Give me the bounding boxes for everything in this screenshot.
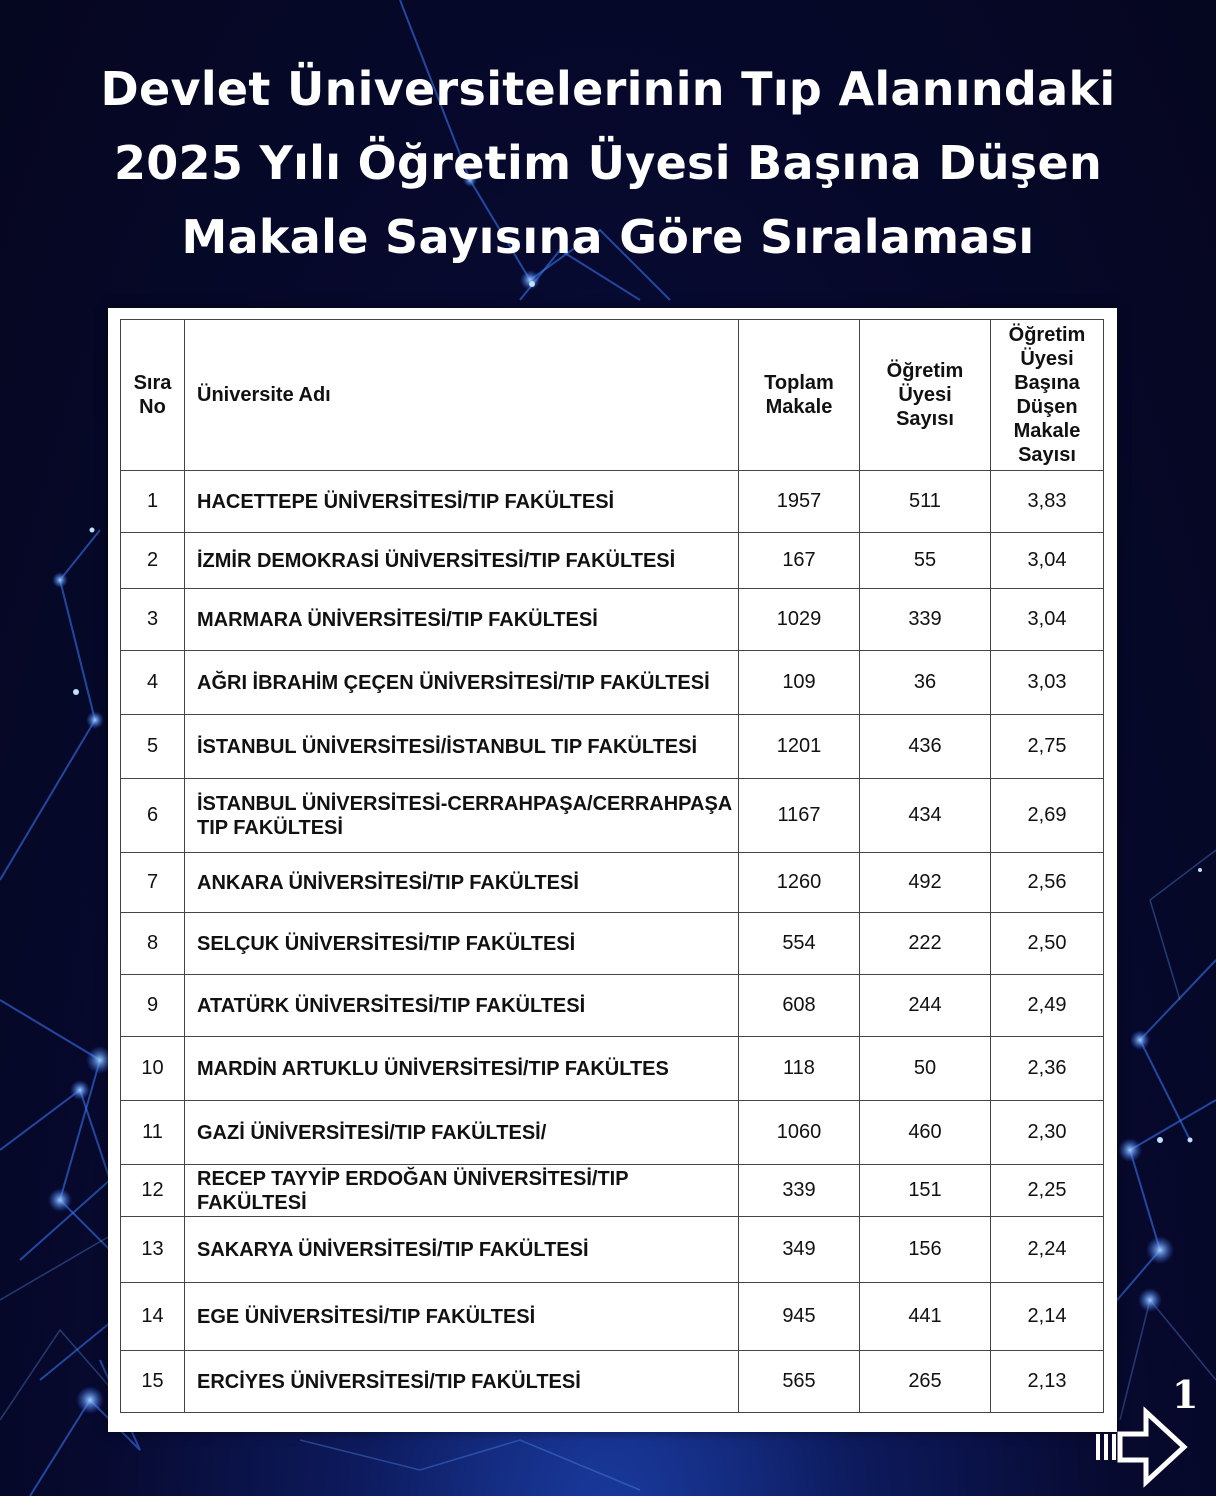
articles-per-faculty-cell: 2,69 xyxy=(991,779,1104,853)
header-rank: Sıra No xyxy=(121,320,185,471)
total-articles-cell: 1060 xyxy=(739,1101,860,1165)
articles-per-faculty-cell: 2,13 xyxy=(991,1351,1104,1413)
faculty-count-cell: 151 xyxy=(860,1165,991,1217)
title-line-3: Makale Sayısına Göre Sıralaması xyxy=(181,210,1035,264)
rank-cell: 11 xyxy=(121,1101,185,1165)
total-articles-cell: 1201 xyxy=(739,715,860,779)
header-total: Toplam Makale xyxy=(739,320,860,471)
header-university: Üniversite Adı xyxy=(185,320,739,471)
table-header-row xyxy=(121,320,1104,471)
university-name-cell: İZMİR DEMOKRASİ ÜNİVERSİTESİ/TIP FAKÜLTESİ xyxy=(185,533,739,589)
table-row xyxy=(121,471,1104,533)
ranking-card xyxy=(108,308,1117,1432)
faculty-count-cell: 36 xyxy=(860,651,991,715)
title-line-1: Devlet Üniversitelerinin Tıp Alanındaki xyxy=(100,62,1116,116)
header-per-faculty: Öğretim Üyesi Başına Düşen Makale Sayısı xyxy=(991,320,1104,471)
rank-cell: 14 xyxy=(121,1283,185,1351)
university-name-cell: SAKARYA ÜNİVERSİTESİ/TIP FAKÜLTESİ xyxy=(185,1217,739,1283)
articles-per-faculty-cell: 2,75 xyxy=(991,715,1104,779)
page-title xyxy=(0,52,1216,274)
total-articles-cell: 608 xyxy=(739,975,860,1037)
university-name-cell: RECEP TAYYİP ERDOĞAN ÜNİVERSİTESİ/TIP FAKÜLTESİ xyxy=(185,1165,739,1217)
articles-per-faculty-cell: 2,56 xyxy=(991,853,1104,913)
university-name-cell: MARMARA ÜNİVERSİTESİ/TIP FAKÜLTESİ xyxy=(185,589,739,651)
articles-per-faculty-cell: 3,04 xyxy=(991,589,1104,651)
university-name-cell: ERCİYES ÜNİVERSİTESİ/TIP FAKÜLTESİ xyxy=(185,1351,739,1413)
total-articles-cell: 118 xyxy=(739,1037,860,1101)
articles-per-faculty-cell: 3,03 xyxy=(991,651,1104,715)
table-row xyxy=(121,715,1104,779)
faculty-count-cell: 222 xyxy=(860,913,991,975)
table-row xyxy=(121,1165,1104,1217)
total-articles-cell: 339 xyxy=(739,1165,860,1217)
university-name-cell: GAZİ ÜNİVERSİTESİ/TIP FAKÜLTESİ/ xyxy=(185,1101,739,1165)
table-row xyxy=(121,779,1104,853)
faculty-count-cell: 265 xyxy=(860,1351,991,1413)
faculty-count-cell: 441 xyxy=(860,1283,991,1351)
rank-cell: 10 xyxy=(121,1037,185,1101)
table-row xyxy=(121,913,1104,975)
total-articles-cell: 167 xyxy=(739,533,860,589)
faculty-count-cell: 434 xyxy=(860,779,991,853)
articles-per-faculty-cell: 2,50 xyxy=(991,913,1104,975)
university-name-cell: İSTANBUL ÜNİVERSİTESİ-CERRAHPAŞA/CERRAHPAŞA TIP FAKÜLTESİ xyxy=(185,779,739,853)
articles-per-faculty-cell: 2,14 xyxy=(991,1283,1104,1351)
articles-per-faculty-cell: 2,49 xyxy=(991,975,1104,1037)
university-name-cell: EGE ÜNİVERSİTESİ/TIP FAKÜLTESİ xyxy=(185,1283,739,1351)
table-row xyxy=(121,975,1104,1037)
faculty-count-cell: 460 xyxy=(860,1101,991,1165)
university-name-cell: HACETTEPE ÜNİVERSİTESİ/TIP FAKÜLTESİ xyxy=(185,471,739,533)
total-articles-cell: 1260 xyxy=(739,853,860,913)
table-row xyxy=(121,1351,1104,1413)
total-articles-cell: 1167 xyxy=(739,779,860,853)
articles-per-faculty-cell: 2,24 xyxy=(991,1217,1104,1283)
faculty-count-cell: 50 xyxy=(860,1037,991,1101)
total-articles-cell: 565 xyxy=(739,1351,860,1413)
faculty-count-cell: 511 xyxy=(860,471,991,533)
rank-cell: 1 xyxy=(121,471,185,533)
articles-per-faculty-cell: 2,36 xyxy=(991,1037,1104,1101)
faculty-count-cell: 339 xyxy=(860,589,991,651)
rank-cell: 15 xyxy=(121,1351,185,1413)
page-number: 1 xyxy=(1172,1372,1199,1417)
ranking-table xyxy=(120,319,1104,1413)
table-row xyxy=(121,1101,1104,1165)
rank-cell: 4 xyxy=(121,651,185,715)
rank-cell: 6 xyxy=(121,779,185,853)
university-name-cell: ATATÜRK ÜNİVERSİTESİ/TIP FAKÜLTESİ xyxy=(185,975,739,1037)
university-name-cell: MARDİN ARTUKLU ÜNİVERSİTESİ/TIP FAKÜLTES xyxy=(185,1037,739,1101)
table-row xyxy=(121,651,1104,715)
articles-per-faculty-cell: 3,83 xyxy=(991,471,1104,533)
faculty-count-cell: 244 xyxy=(860,975,991,1037)
rank-cell: 9 xyxy=(121,975,185,1037)
title-line-2: 2025 Yılı Öğretim Üyesi Başına Düşen xyxy=(113,136,1103,190)
rank-cell: 3 xyxy=(121,589,185,651)
total-articles-cell: 349 xyxy=(739,1217,860,1283)
total-articles-cell: 1957 xyxy=(739,471,860,533)
total-articles-cell: 945 xyxy=(739,1283,860,1351)
table-row xyxy=(121,533,1104,589)
rank-cell: 7 xyxy=(121,853,185,913)
total-articles-cell: 1029 xyxy=(739,589,860,651)
articles-per-faculty-cell: 3,04 xyxy=(991,533,1104,589)
faculty-count-cell: 492 xyxy=(860,853,991,913)
university-name-cell: İSTANBUL ÜNİVERSİTESİ/İSTANBUL TIP FAKÜLTESİ xyxy=(185,715,739,779)
total-articles-cell: 554 xyxy=(739,913,860,975)
university-name-cell: AĞRI İBRAHİM ÇEÇEN ÜNİVERSİTESİ/TIP FAKÜLTESİ xyxy=(185,651,739,715)
rank-cell: 2 xyxy=(121,533,185,589)
rank-cell: 12 xyxy=(121,1165,185,1217)
table-row xyxy=(121,853,1104,913)
total-articles-cell: 109 xyxy=(739,651,860,715)
table-row xyxy=(121,1037,1104,1101)
faculty-count-cell: 156 xyxy=(860,1217,991,1283)
table-row xyxy=(121,1217,1104,1283)
articles-per-faculty-cell: 2,25 xyxy=(991,1165,1104,1217)
rank-cell: 13 xyxy=(121,1217,185,1283)
rank-cell: 8 xyxy=(121,913,185,975)
university-name-cell: SELÇUK ÜNİVERSİTESİ/TIP FAKÜLTESİ xyxy=(185,913,739,975)
table-row xyxy=(121,1283,1104,1351)
university-name-cell: ANKARA ÜNİVERSİTESİ/TIP FAKÜLTESİ xyxy=(185,853,739,913)
faculty-count-cell: 55 xyxy=(860,533,991,589)
table-row xyxy=(121,589,1104,651)
header-faculty: Öğretim Üyesi Sayısı xyxy=(860,320,991,471)
arrow-right-icon[interactable] xyxy=(1094,1404,1188,1490)
rank-cell: 5 xyxy=(121,715,185,779)
articles-per-faculty-cell: 2,30 xyxy=(991,1101,1104,1165)
faculty-count-cell: 436 xyxy=(860,715,991,779)
